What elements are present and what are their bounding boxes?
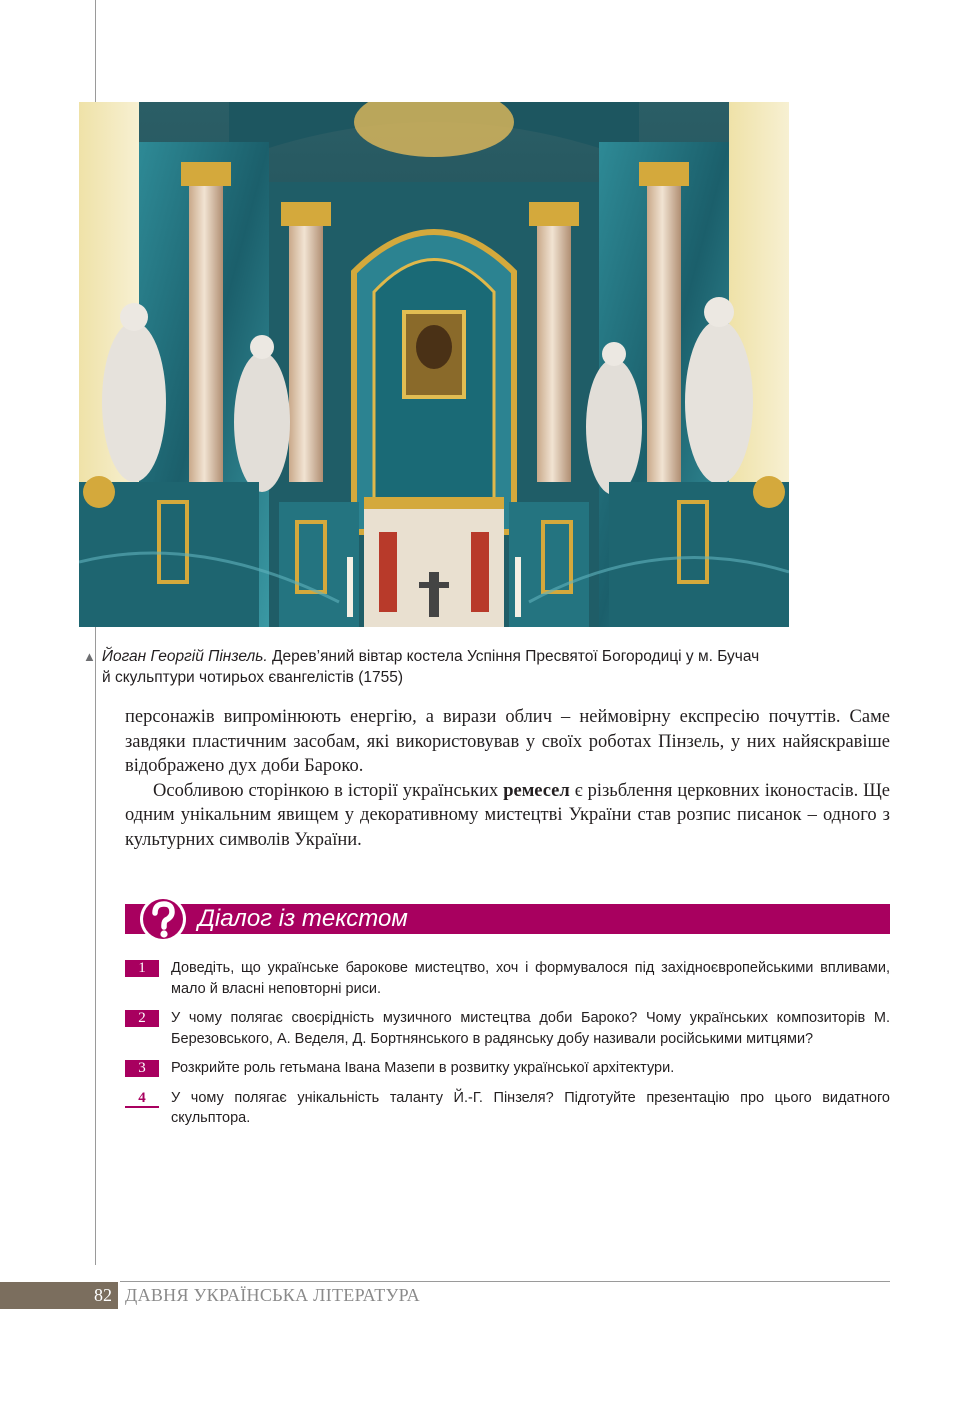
question-number: 3 <box>125 1060 159 1077</box>
question-mark-icon <box>139 895 189 943</box>
list-item <box>125 958 890 999</box>
question-text: У чому полягає унікальність таланту Й.-Г. Пінзеля? Підготуйте презентацію про цього видатного скульптора. <box>171 1089 890 1126</box>
altar-photo <box>79 102 789 627</box>
caption-text-line1: Дерев’яний вівтар костела Успіння Пресвятої Богородиці у м. Бучач <box>267 648 760 665</box>
question-number: 1 <box>125 960 159 977</box>
paragraph-2 <box>125 779 890 853</box>
paragraph-2-bold-term: ремесел <box>503 780 570 801</box>
triangle-icon: ▲ <box>83 649 96 664</box>
list-item <box>125 1058 890 1079</box>
section-title: Діалог із текстом <box>198 905 408 932</box>
page-number: 82 <box>0 1282 118 1309</box>
body-text <box>125 705 890 852</box>
caption-text-line2: й скульптури чотирьох євангелістів (1755) <box>102 669 404 686</box>
photo-caption <box>83 646 793 688</box>
question-number: 4 <box>125 1090 159 1108</box>
question-text: Розкрийте роль гетьмана Івана Мазепи в розвитку української архітектури. <box>171 1060 675 1076</box>
paragraph-2-start: Особливою сторінкою в історії українських <box>153 780 504 801</box>
list-item <box>125 1088 890 1129</box>
question-number: 2 <box>125 1010 159 1027</box>
list-item <box>125 1008 890 1049</box>
paragraph-1: персонажів випромінюють енергію, а вирази облич – неймовірну експресію почуттів. Саме завдяки пластичним засобам, які використовував у своїх роботах Пінзель, у них найяскравіше відображено дух доби Бароко. <box>125 707 890 776</box>
running-footer-title: ДАВНЯ УКРАЇНСЬКА ЛІТЕРАТУРА <box>125 1285 420 1305</box>
question-list <box>125 958 890 1138</box>
question-text: У чому полягає своєрідність музичного мистецтва доби Бароко? Чому українських композиторів М. Березовського, А. Веделя, Д. Бортнянського в радянську добу називали російськими митцями? <box>171 1010 890 1047</box>
caption-author: Йоган Георгій Пінзель. <box>101 648 268 665</box>
paragraph-2-end: є різьблення церковних іконостасів. Ще одним унікальним явищем у декоративному мистецтві України став розпис писанок – одного з культурних символів України. <box>125 780 891 850</box>
question-text: Доведіть, що українське барокове мистецтво, хоч і формувалося під західноєвропейськими впливами, мало й власні неповторні риси. <box>171 960 890 997</box>
